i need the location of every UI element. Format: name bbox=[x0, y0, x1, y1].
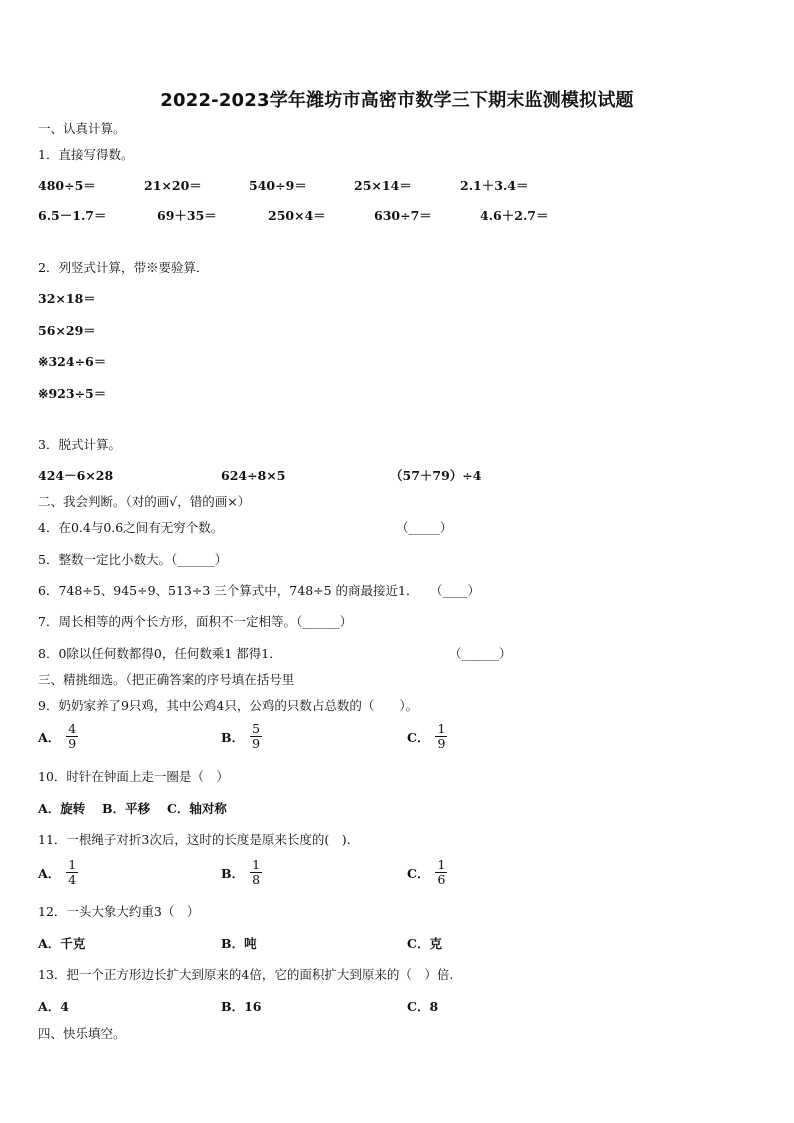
q1-item: 69＋35＝ bbox=[157, 208, 217, 223]
numerator: 4 bbox=[68, 721, 77, 736]
denominator: 4 bbox=[68, 872, 77, 887]
option-label: B． bbox=[221, 729, 245, 745]
q12-option-c: C．克 bbox=[407, 936, 442, 951]
numerator: 5 bbox=[252, 721, 261, 736]
numerator: 1 bbox=[68, 857, 77, 872]
q1-item: 540÷9＝ bbox=[249, 178, 307, 193]
q12-option-b: B．吨 bbox=[221, 936, 257, 951]
section-heading-3: 三、精挑细选。（把正确答案的序号填在括号里 bbox=[38, 672, 295, 687]
q10-options: A．旋转 B．平移 C．轴对称 bbox=[38, 801, 227, 816]
option-label: A． bbox=[38, 865, 61, 881]
section-heading-4: 四、快乐填空。 bbox=[38, 1026, 126, 1041]
denominator: 9 bbox=[68, 736, 77, 751]
answer-blank: （_____） bbox=[396, 520, 453, 535]
question-10: 10．时针在钟面上走一圈是（ ） bbox=[38, 769, 229, 784]
q3-item: 624÷8×5 bbox=[221, 468, 286, 483]
fraction bbox=[66, 858, 78, 887]
q1-item: 4.6＋2.7＝ bbox=[480, 208, 549, 223]
q12-option-a: A．千克 bbox=[38, 936, 86, 951]
q13-option-a: A．4 bbox=[38, 999, 69, 1014]
q13-option-c: C．8 bbox=[407, 999, 439, 1014]
denominator: 8 bbox=[252, 872, 261, 887]
option-label: C． bbox=[407, 865, 430, 881]
option-label: A． bbox=[38, 729, 61, 745]
question-6: 6．748÷5、945÷9、513÷3 三个算式中，748÷5 的商最接近1． bbox=[38, 583, 419, 598]
fraction bbox=[250, 858, 262, 887]
option-label: B． bbox=[221, 865, 245, 881]
fraction bbox=[250, 722, 262, 751]
section-heading-1: 一、认真计算。 bbox=[38, 121, 126, 136]
question-3-heading: 3．脱式计算。 bbox=[38, 437, 121, 452]
q3-item: （57＋79）÷4 bbox=[390, 468, 482, 483]
fraction bbox=[66, 722, 78, 751]
question-4: 4．在0.4与0.6之间有无穷个数。 bbox=[38, 520, 224, 535]
q11-option-c bbox=[407, 858, 447, 887]
q2-item: ※923÷5＝ bbox=[38, 386, 107, 401]
question-9: 9．奶奶家养了9只鸡，其中公鸡4只，公鸡的只数占总数的（ ）。 bbox=[38, 698, 419, 713]
q13-option-b: B．16 bbox=[221, 999, 262, 1014]
q9-option-a bbox=[38, 722, 78, 751]
denominator: 9 bbox=[252, 736, 261, 751]
answer-blank: （____） bbox=[430, 583, 481, 598]
q9-option-b bbox=[221, 722, 262, 751]
fraction bbox=[435, 858, 447, 887]
q1-item: 6.5－1.7＝ bbox=[38, 208, 107, 223]
numerator: 1 bbox=[437, 857, 446, 872]
question-11: 11．一根绳子对折3次后，这时的长度是原来长度的( ). bbox=[38, 832, 351, 847]
q1-item: 21×20＝ bbox=[144, 178, 202, 193]
answer-blank: （______） bbox=[449, 646, 512, 661]
q11-option-a bbox=[38, 858, 78, 887]
question-13: 13．把一个正方形边长扩大到原来的4倍，它的面积扩大到原来的（ ）倍. bbox=[38, 967, 454, 982]
question-5: 5．整数一定比小数大。（______） bbox=[38, 552, 228, 567]
question-7: 7．周长相等的两个长方形，面积不一定相等。（______） bbox=[38, 614, 353, 629]
q1-item: 250×4＝ bbox=[268, 208, 326, 223]
q2-item: 32×18＝ bbox=[38, 291, 96, 306]
section-heading-2: 二、我会判断。（对的画√，错的画×） bbox=[38, 494, 251, 509]
question-12: 12．一头大象大约重3（ ） bbox=[38, 904, 200, 919]
fraction bbox=[435, 722, 447, 751]
question-2-heading: 2．列竖式计算，带※要验算． bbox=[38, 260, 209, 275]
q1-item: 480÷5＝ bbox=[38, 178, 96, 193]
q11-option-b bbox=[221, 858, 262, 887]
q9-option-c bbox=[407, 722, 447, 751]
q3-item: 424－6×28 bbox=[38, 468, 114, 483]
numerator: 1 bbox=[252, 857, 261, 872]
question-8: 8．0除以任何数都得0，任何数乘1 都得1． bbox=[38, 646, 282, 661]
q1-item: 25×14＝ bbox=[354, 178, 412, 193]
q2-item: 56×29＝ bbox=[38, 323, 96, 338]
denominator: 9 bbox=[437, 736, 446, 751]
numerator: 1 bbox=[437, 721, 446, 736]
denominator: 6 bbox=[437, 872, 446, 887]
question-1-heading: 1．直接写得数。 bbox=[38, 147, 134, 162]
q1-item: 630÷7＝ bbox=[374, 208, 432, 223]
q1-item: 2.1＋3.4＝ bbox=[460, 178, 529, 193]
option-label: C． bbox=[407, 729, 430, 745]
page-title: 2022-2023学年潍坊市高密市数学三下期末监测模拟试题 bbox=[160, 90, 634, 111]
q2-item: ※324÷6＝ bbox=[38, 354, 107, 369]
